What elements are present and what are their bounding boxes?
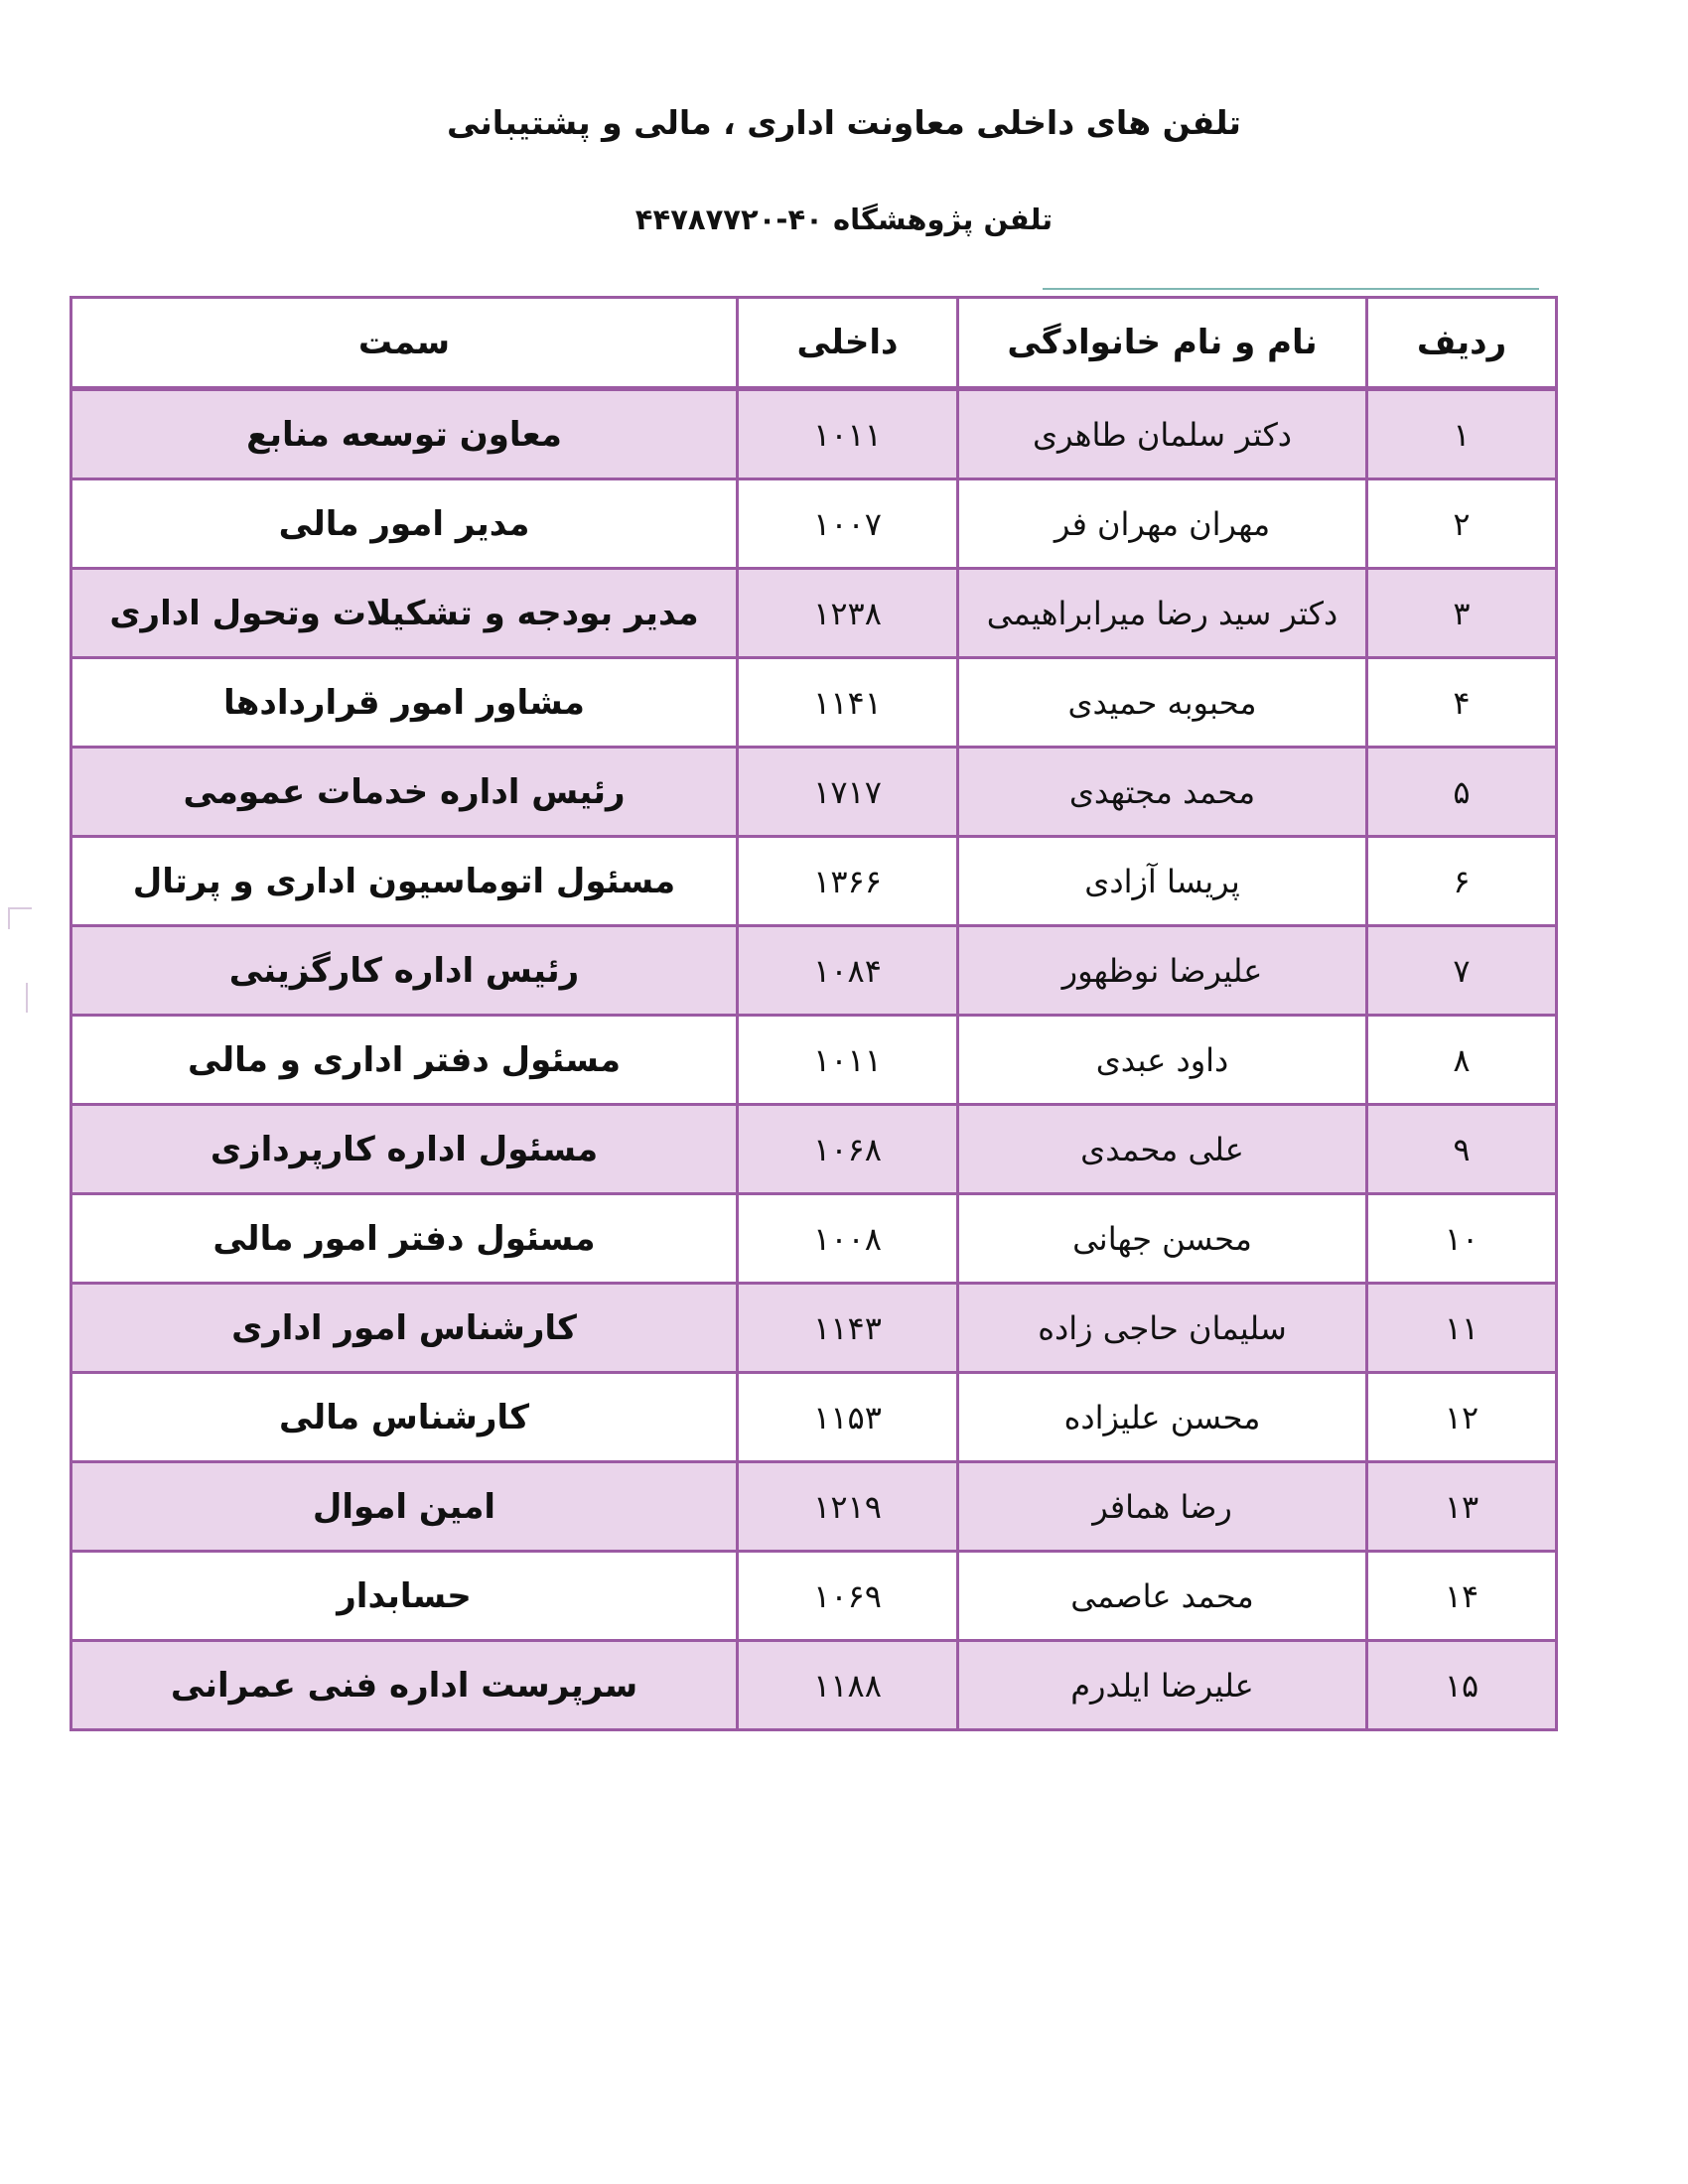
table-row (71, 1284, 1557, 1373)
table-row (71, 748, 1557, 837)
row-name-cell: سلیمان حاجی زاده (958, 1284, 1367, 1373)
table-row (71, 1462, 1557, 1552)
row-index-cell: ۵ (1367, 748, 1557, 837)
table-row (71, 389, 1557, 479)
row-position-cell: مسئول اداره کارپردازی (71, 1105, 738, 1194)
header-name: نام و نام خانوادگی (958, 298, 1367, 389)
row-index-cell: ۱۵ (1367, 1641, 1557, 1730)
table-body (71, 389, 1557, 1730)
phone-directory-table-wrapper (70, 296, 1555, 1731)
row-position-cell: سرپرست اداره فنی عمرانی (71, 1641, 738, 1730)
row-name-cell: پریسا آزادی (958, 837, 1367, 926)
row-extension-cell: ۱۲۳۸ (738, 569, 958, 658)
document-title: تلفن های داخلی معاونت اداری ، مالی و پشتیبانی (447, 103, 1241, 142)
row-index-cell: ۱ (1367, 389, 1557, 479)
row-name-cell: محسن علیزاده (958, 1373, 1367, 1462)
institute-phone: تلفن پژوهشگاه ۴۰-۴۴۷۸۷۷۲۰ (634, 203, 1054, 236)
row-extension-cell: ۱۰۰۷ (738, 479, 958, 569)
row-index-cell: ۹ (1367, 1105, 1557, 1194)
header-position: سمت (71, 298, 738, 389)
margin-mark (26, 983, 28, 1013)
row-position-cell: کارشناس امور اداری (71, 1284, 738, 1373)
table-row (71, 658, 1557, 748)
row-extension-cell: ۱۰۶۹ (738, 1552, 958, 1641)
table-row (71, 1552, 1557, 1641)
row-index-cell: ۱۱ (1367, 1284, 1557, 1373)
row-position-cell: حسابدار (71, 1552, 738, 1641)
row-name-cell: محمد مجتهدی (958, 748, 1367, 837)
row-position-cell: مدیر امور مالی (71, 479, 738, 569)
table-row (71, 1105, 1557, 1194)
table-row (71, 926, 1557, 1016)
row-extension-cell: ۱۰۰۸ (738, 1194, 958, 1284)
row-index-cell: ۱۳ (1367, 1462, 1557, 1552)
row-position-cell: مدیر بودجه و تشکیلات وتحول اداری (71, 569, 738, 658)
row-extension-cell: ۱۱۸۸ (738, 1641, 958, 1730)
row-position-cell: رئیس اداره کارگزینی (71, 926, 738, 1016)
row-name-cell: علی محمدی (958, 1105, 1367, 1194)
header-extension: داخلی (738, 298, 958, 389)
row-name-cell: علیرضا ایلدرم (958, 1641, 1367, 1730)
phone-directory-table (70, 296, 1558, 1731)
table-row (71, 1373, 1557, 1462)
table-header (71, 298, 1557, 389)
table-row (71, 1194, 1557, 1284)
row-extension-cell: ۱۰۶۸ (738, 1105, 958, 1194)
row-index-cell: ۱۲ (1367, 1373, 1557, 1462)
row-name-cell: رضا همافر (958, 1462, 1367, 1552)
row-index-cell: ۱۰ (1367, 1194, 1557, 1284)
table-row (71, 1641, 1557, 1730)
table-row (71, 569, 1557, 658)
row-extension-cell: ۱۱۴۳ (738, 1284, 958, 1373)
row-position-cell: مسئول دفتر امور مالی (71, 1194, 738, 1284)
row-extension-cell: ۱۰۱۱ (738, 389, 958, 479)
row-name-cell: دکتر سلمان طاهری (958, 389, 1367, 479)
row-index-cell: ۲ (1367, 479, 1557, 569)
decorative-line (1043, 288, 1539, 290)
row-extension-cell: ۱۷۱۷ (738, 748, 958, 837)
row-extension-cell: ۱۳۶۶ (738, 837, 958, 926)
row-index-cell: ۸ (1367, 1016, 1557, 1105)
row-position-cell: معاون توسعه منابع (71, 389, 738, 479)
table-row (71, 1016, 1557, 1105)
row-extension-cell: ۱۲۱۹ (738, 1462, 958, 1552)
row-extension-cell: ۱۱۴۱ (738, 658, 958, 748)
row-extension-cell: ۱۰۱۱ (738, 1016, 958, 1105)
row-index-cell: ۱۴ (1367, 1552, 1557, 1641)
header-index: ردیف (1367, 298, 1557, 389)
row-extension-cell: ۱۰۸۴ (738, 926, 958, 1016)
row-name-cell: داود عبدی (958, 1016, 1367, 1105)
row-name-cell: محمد عاصمی (958, 1552, 1367, 1641)
row-name-cell: علیرضا نوظهور (958, 926, 1367, 1016)
row-index-cell: ۶ (1367, 837, 1557, 926)
table-row (71, 479, 1557, 569)
row-position-cell: مسئول اتوماسیون اداری و پرتال (71, 837, 738, 926)
row-name-cell: دکتر سید رضا میرابراهیمی (958, 569, 1367, 658)
header-row (71, 298, 1557, 389)
row-position-cell: رئیس اداره خدمات عمومی (71, 748, 738, 837)
row-extension-cell: ۱۱۵۳ (738, 1373, 958, 1462)
row-position-cell: کارشناس مالی (71, 1373, 738, 1462)
row-name-cell: مهران مهران فر (958, 479, 1367, 569)
row-position-cell: امین اموال (71, 1462, 738, 1552)
margin-mark (8, 907, 32, 929)
row-index-cell: ۷ (1367, 926, 1557, 1016)
row-index-cell: ۴ (1367, 658, 1557, 748)
row-position-cell: مسئول دفتر اداری و مالی (71, 1016, 738, 1105)
row-name-cell: محبوبه حمیدی (958, 658, 1367, 748)
row-position-cell: مشاور امور قراردادها (71, 658, 738, 748)
row-index-cell: ۳ (1367, 569, 1557, 658)
table-row (71, 837, 1557, 926)
row-name-cell: محسن جهانی (958, 1194, 1367, 1284)
